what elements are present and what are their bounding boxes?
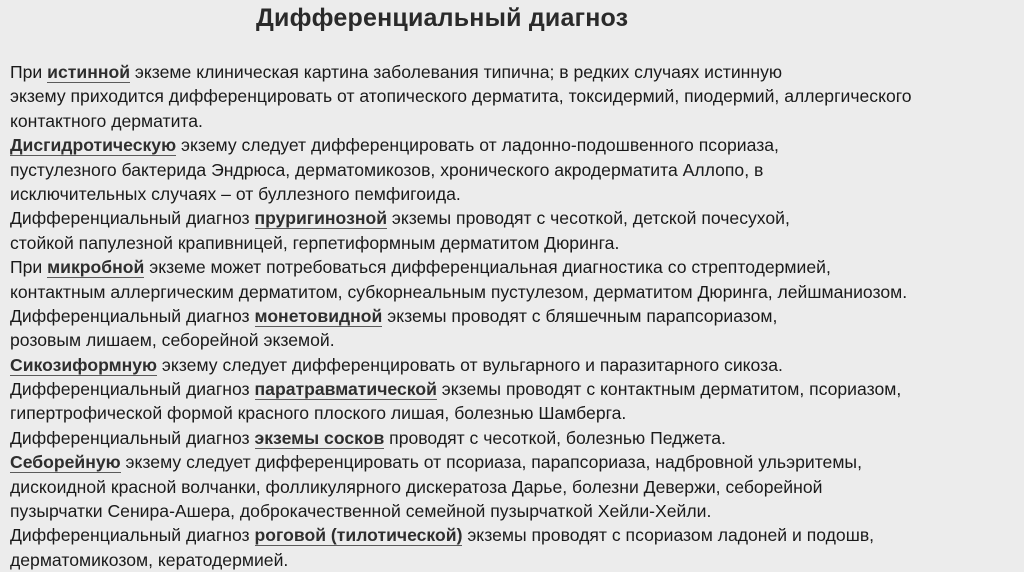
text-line (10, 182, 1020, 206)
text-segment: Дифференциальный диагноз (10, 208, 255, 229)
text-segment: Дифференциальный диагноз (10, 525, 255, 546)
text-segment: экземы проводят с контактным дерматитом, псориазом, (436, 379, 902, 400)
text-line (10, 426, 1020, 450)
slide-title: Дифференциальный диагноз (256, 4, 629, 32)
highlighted-term: роговой (тилотической) (254, 525, 463, 546)
text-segment: экзему следует дифференцировать от псориаза, парапсориаза, надбровной ульэритемы, (120, 452, 862, 473)
text-line (10, 475, 1020, 499)
slide-body (10, 60, 1020, 572)
highlighted-term: Сикозиформную (10, 354, 158, 375)
text-segment: гипертрофической формой красного плоского лишая, болезнью Шамберга. (10, 403, 627, 424)
text-segment: экземе клиническая картина заболевания типична; в редких случаях истинную (130, 62, 783, 82)
text-segment: экземы проводят с бляшечным парапсориазом, (382, 305, 778, 326)
text-segment: пустулезного бактерида Эндрюса, дерматомикозов, хронического акродерматита Аллопо, в (10, 159, 764, 180)
text-segment: стойкой папулезной крапивницей, герпетиформным дерматитом Дюринга. (10, 232, 620, 253)
text-segment: розовым лишаем, себорейной экземой. (10, 330, 335, 351)
text-segment: контактного дерматита. (10, 110, 203, 131)
text-line (10, 548, 1020, 572)
text-line (10, 158, 1020, 182)
text-segment: экзему следует дифференцировать от вульгарного и паразитарного сикоза. (157, 354, 783, 375)
text-segment: исключительных случаях – от буллезного пемфигоида. (10, 183, 461, 204)
highlighted-term: микробной (47, 257, 145, 278)
text-line (10, 231, 1020, 255)
text-line (10, 353, 1020, 377)
text-segment: экзему следует дифференцировать от ладонно-подошвенного псориаза, (176, 135, 779, 156)
text-line (10, 523, 1020, 547)
text-segment: Дифференциальный диагноз (10, 305, 255, 326)
text-line (10, 206, 1020, 230)
text-segment: экземы проводят с чесоткой, детской почесухой, (387, 208, 790, 229)
text-line (10, 450, 1020, 474)
text-segment: экземы проводят с псориазом ладоней и подошв, (462, 525, 875, 546)
highlighted-term: паратравматической (254, 379, 437, 400)
text-line (10, 255, 1020, 279)
text-segment: пузырчатки Сенира-Ашера, доброкачественной семейной пузырчаткой Хейли-Хейли. (10, 501, 712, 522)
highlighted-term: монетовидной (254, 305, 383, 326)
highlighted-term: экземы сосков (254, 427, 385, 448)
text-segment: экзему приходится дифференцировать от атопического дерматита, токсидермий, пиодермий, аллергического (10, 86, 912, 107)
text-line (10, 60, 1020, 84)
text-segment: Дифференциальный диагноз (10, 379, 255, 400)
text-line (10, 133, 1020, 157)
text-segment: экземе может потребоваться дифференциальная диагностика со стрептодермией, (144, 257, 831, 278)
highlighted-term: пруригинозной (254, 208, 388, 229)
text-line (10, 377, 1020, 401)
text-line (10, 280, 1020, 304)
text-line (10, 304, 1020, 328)
text-segment: проводят с чесоткой, болезнью Педжета. (384, 427, 726, 448)
text-segment: При (10, 257, 48, 278)
text-segment: дискоидной красной волчанки, фолликулярного дискератоза Дарье, болезни Девержи, себорейной (10, 476, 823, 497)
text-line (10, 499, 1020, 523)
text-segment: дерматомикозом, кератодермией. (10, 549, 289, 570)
text-segment: Дифференциальный диагноз (10, 427, 255, 448)
text-line (10, 328, 1020, 352)
highlighted-term: Дисгидротическую (10, 135, 177, 156)
text-segment: контактным аллергическим дерматитом, субкорнеальным пустулезом, дерматитом Дюринга, лейшманиозом. (10, 281, 908, 302)
text-line (10, 109, 1020, 133)
text-line (10, 401, 1020, 425)
text-line (10, 84, 1020, 108)
highlighted-term: Себорейную (10, 452, 121, 473)
text-segment: При (10, 62, 48, 82)
highlighted-term: истинной (47, 62, 131, 82)
